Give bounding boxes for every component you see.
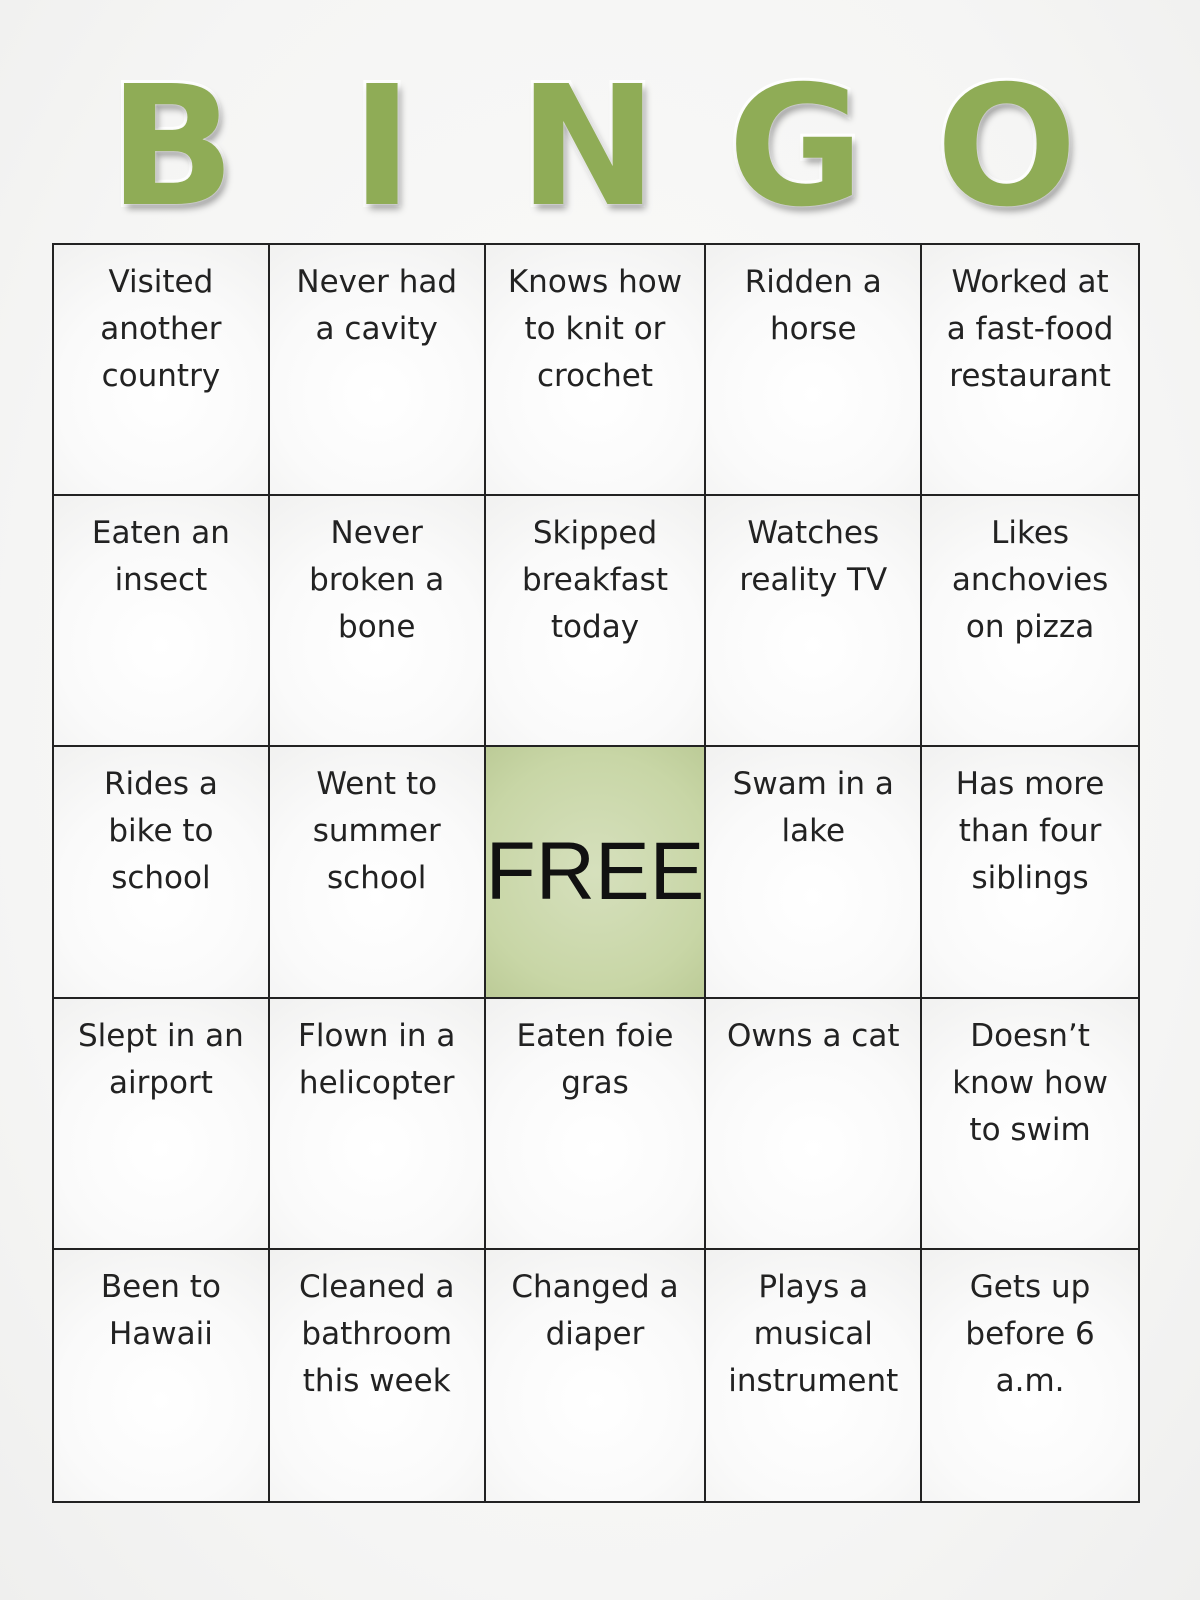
bingo-cell[interactable] xyxy=(922,496,1138,747)
title-letter-i: I xyxy=(351,51,413,244)
cell-label: Went to summer school xyxy=(312,766,441,897)
bingo-grid xyxy=(52,243,1140,1503)
cell-label: Never broken a bone xyxy=(309,515,445,646)
cell-label: Ridden a horse xyxy=(744,264,882,347)
bingo-cell[interactable] xyxy=(706,1250,922,1501)
bingo-cell[interactable] xyxy=(54,496,270,747)
title-letter-n: N xyxy=(518,51,658,244)
bingo-cell[interactable] xyxy=(270,1250,486,1501)
bingo-cell[interactable] xyxy=(486,496,707,747)
cell-label: Watches reality TV xyxy=(739,515,888,599)
cell-label: Slept in an airport xyxy=(78,1017,244,1101)
bingo-cell[interactable] xyxy=(706,245,922,496)
cell-label: Visited another country xyxy=(100,264,222,394)
title-letter-o: O xyxy=(936,51,1078,244)
cell-label: Doesn’t know how to swim xyxy=(952,1017,1108,1148)
bingo-cell[interactable] xyxy=(54,245,270,496)
bingo-cell[interactable] xyxy=(922,1250,1138,1501)
bingo-cell[interactable] xyxy=(270,999,486,1250)
bingo-title xyxy=(52,51,1140,244)
cell-label: Eaten foie gras xyxy=(516,1017,674,1101)
title-letter-b: B xyxy=(108,51,236,244)
cell-label: Plays a musical instrument xyxy=(728,1268,899,1399)
bingo-cell[interactable] xyxy=(706,747,922,998)
bingo-cell[interactable] xyxy=(270,747,486,998)
cell-label: Swam in a lake xyxy=(732,766,894,850)
cell-label: Owns a cat xyxy=(727,1017,900,1054)
cell-label: Eaten an insect xyxy=(91,515,230,599)
cell-label: Skipped breakfast today xyxy=(522,515,668,646)
bingo-cell[interactable] xyxy=(706,999,922,1250)
cell-label: Never had a cavity xyxy=(296,264,458,347)
bingo-cell[interactable] xyxy=(706,496,922,747)
cell-label: Has more than four siblings xyxy=(955,766,1105,897)
bingo-cell[interactable] xyxy=(486,245,707,496)
cell-label: Knows how to knit or crochet xyxy=(507,264,683,394)
cell-label: Worked at a fast-food restaurant xyxy=(946,264,1114,394)
bingo-cell[interactable] xyxy=(54,999,270,1250)
cell-label: Changed a diaper xyxy=(511,1268,679,1352)
bingo-cell[interactable] xyxy=(486,1250,707,1501)
cell-label: Rides a bike to school xyxy=(103,766,218,897)
cell-label: Been to Hawaii xyxy=(100,1268,221,1352)
bingo-cell[interactable] xyxy=(486,999,707,1250)
bingo-cell[interactable] xyxy=(54,1250,270,1501)
cell-label: Likes anchovies on pizza xyxy=(951,515,1109,646)
bingo-cell[interactable] xyxy=(922,999,1138,1250)
cell-label: Gets up before 6 a.m. xyxy=(965,1268,1095,1399)
bingo-cell[interactable] xyxy=(54,747,270,998)
cell-label: Flown in a helicopter xyxy=(298,1017,456,1101)
bingo-cell[interactable] xyxy=(270,496,486,747)
bingo-cell[interactable] xyxy=(922,747,1138,998)
cell-label: Cleaned a bathroom this week xyxy=(298,1268,455,1399)
title-letter-g: G xyxy=(727,51,865,244)
free-space-cell[interactable] xyxy=(486,747,707,998)
free-space-label: FREE xyxy=(485,825,705,917)
bingo-cell[interactable] xyxy=(922,245,1138,496)
bingo-cell[interactable] xyxy=(270,245,486,496)
